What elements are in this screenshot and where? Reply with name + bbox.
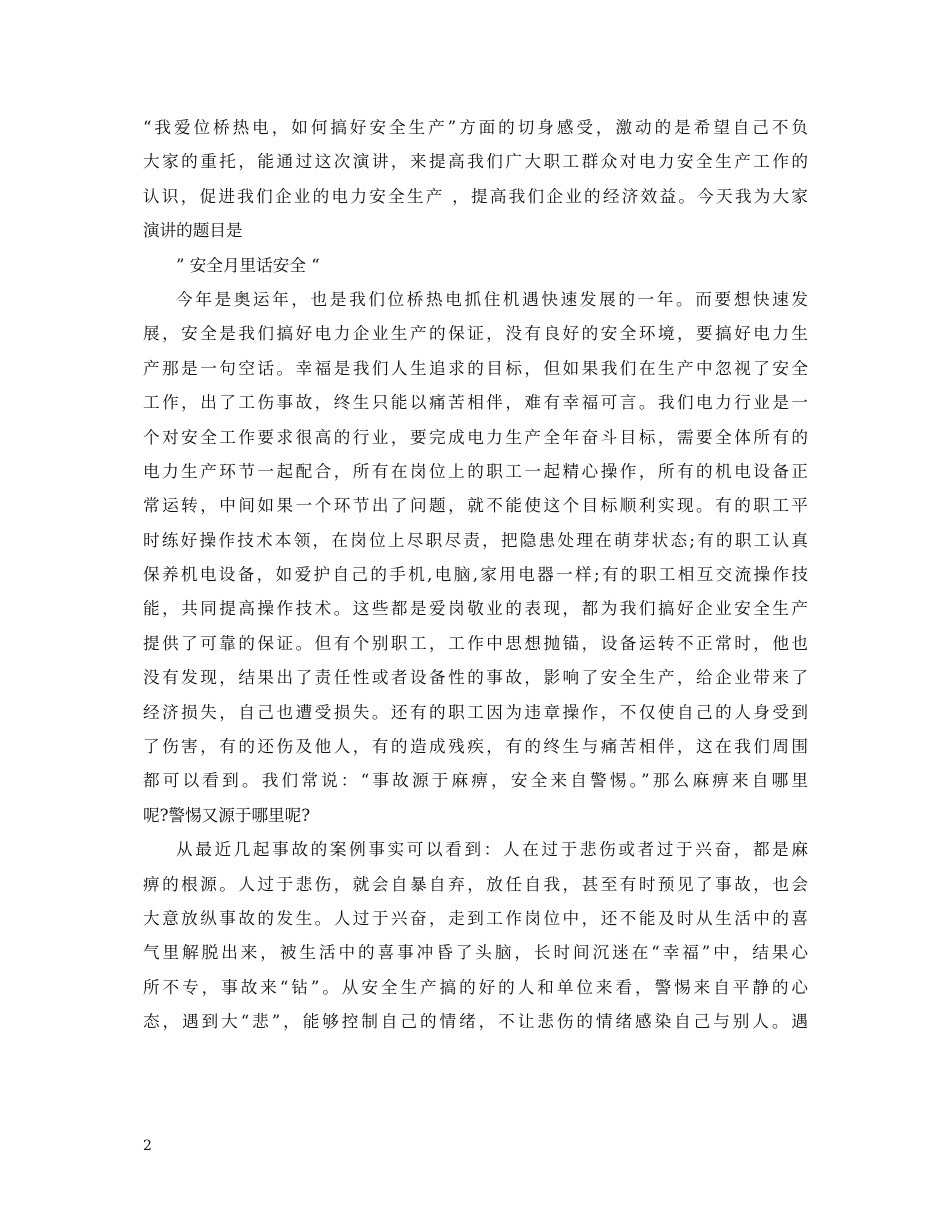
text-line: 产那是一句空话。幸福是我们人生追求的目标，但如果我们在生产中忽视了安全: [143, 358, 808, 378]
text-line: ” 安全月里话安全 “: [176, 255, 320, 275]
text-line: 所不专，事故来“钻”。从安全生产搞的好的人和单位来看，警惕来自平静的心: [143, 977, 808, 997]
page-number: 2: [143, 1138, 152, 1154]
text-line: “我爱位桥热电，如何搞好安全生产”方面的切身感受，激动的是希望自己不负: [143, 118, 808, 137]
text-line: 能，共同提高操作技术。这些都是爱岗敬业的表现，都为我们搞好企业安全生产: [143, 599, 808, 619]
text-line: 今年是奥运年，也是我们位桥热电抓住机遇快速发展的一年。而要想快速发: [176, 289, 808, 309]
text-line: 常运转，中间如果一个环节出了问题，就不能使这个目标顺利实现。有的职工平: [143, 496, 808, 516]
text-line: 都可以看到。我们常说：“事故源于麻痹，安全来自警惕。”那么麻痹来自哪里: [143, 771, 808, 791]
text-line: 态，遇到大“悲”，能够控制自己的情绪，不让悲伤的情绪感染自己与别人。遇: [143, 1012, 808, 1032]
text-line: 了伤害，有的还伤及他人，有的造成残疾，有的终生与痛苦相伴，这在我们周围: [143, 737, 808, 757]
text-line: 认识，促进我们企业的电力安全生产 ，提高我们企业的经济效益。今天我为大家: [143, 186, 808, 206]
document-body: [143, 111, 808, 1040]
text-line: 大家的重托，能通过这次演讲，来提高我们广大职工群众对电力安全生产工作的: [143, 152, 808, 172]
text-line: 从最近几起事故的案例事实可以看到：人在过于悲伤或者过于兴奋，都是麻: [176, 840, 808, 860]
text-line: 大意放纵事故的发生。人过于兴奋，走到工作岗位中，还不能及时从生活中的喜: [143, 908, 808, 928]
text-line: 演讲的题目是: [143, 221, 243, 241]
text-line: 个对安全工作要求很高的行业，要完成电力生产全年奋斗目标，需要全体所有的: [143, 427, 808, 447]
text-line: 痹的根源。人过于悲伤，就会自暴自弃，放任自我，甚至有时预见了事故，也会: [143, 874, 808, 894]
text-line: 时练好操作技术本领，在岗位上尽职尽责，把隐患处理在萌芽状态;有的职工认真: [143, 530, 808, 550]
text-line: 提供了可靠的保证。但有个别职工，工作中思想抛锚，设备运转不正常时，他也: [143, 633, 808, 653]
text-line: 保养机电设备，如爱护自己的手机,电脑,家用电器一样;有的职工相互交流操作技: [143, 565, 808, 585]
text-line: 呢?警惕又源于哪里呢?: [143, 805, 311, 825]
text-line: 没有发现，结果出了责任性或者设备性的事故，影响了安全生产，给企业带来了: [143, 668, 808, 688]
text-line: 电力生产环节一起配合，所有在岗位上的职工一起精心操作，所有的机电设备正: [143, 461, 808, 481]
text-line: 气里解脱出来，被生活中的喜事冲昏了头脑，长时间沉迷在“幸福”中，结果心: [143, 943, 808, 963]
text-line: 展，安全是我们搞好电力企业生产的保证，没有良好的安全环境，要搞好电力生: [143, 324, 808, 344]
text-line: 工作，出了工伤事故，终生只能以痛苦相伴，难有幸福可言。我们电力行业是一: [143, 393, 808, 413]
text-line: 经济损失，自己也遭受损失。还有的职工因为违章操作，不仅使自己的人身受到: [143, 702, 808, 722]
